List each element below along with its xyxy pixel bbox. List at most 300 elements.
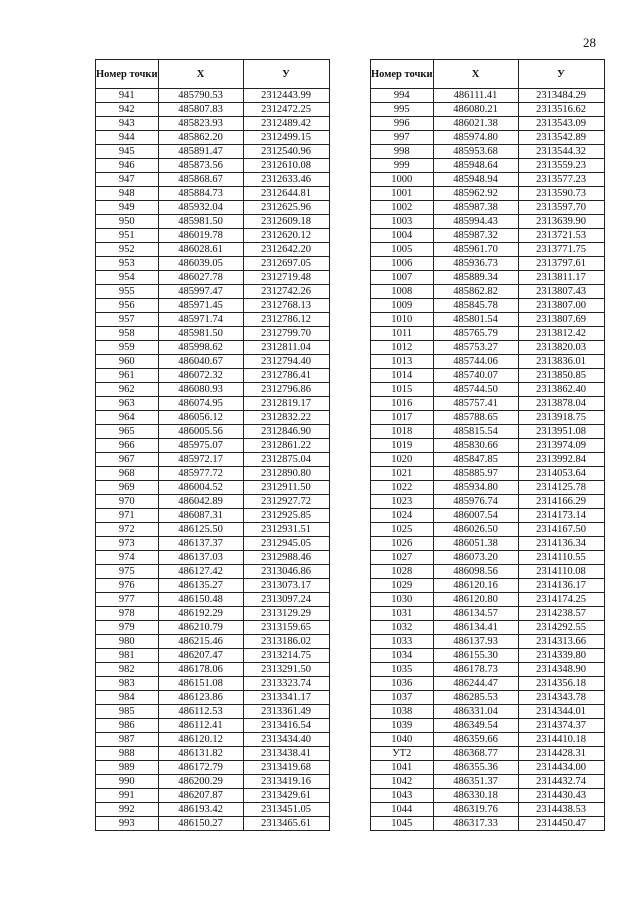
y-coordinate-cell: 2314356.18: [518, 677, 604, 691]
x-coordinate-cell: 485889.34: [433, 271, 518, 285]
table-row: [371, 439, 605, 453]
coordinates-table-left: [95, 59, 330, 831]
point-number-cell: 1016: [371, 397, 434, 411]
table-row: [371, 537, 605, 551]
x-coordinate-cell: 486151.08: [158, 677, 243, 691]
point-number-cell: 948: [96, 187, 159, 201]
x-coordinate-cell: 486244.47: [433, 677, 518, 691]
x-coordinate-cell: 486080.21: [433, 103, 518, 117]
point-number-cell: 945: [96, 145, 159, 159]
y-coordinate-cell: 2314348.90: [518, 663, 604, 677]
x-coordinate-cell: 485974.80: [433, 131, 518, 145]
point-number-cell: 942: [96, 103, 159, 117]
table-row: [96, 453, 330, 467]
point-number-cell: 965: [96, 425, 159, 439]
y-coordinate-cell: 2313073.17: [243, 579, 329, 593]
y-coordinate-cell: 2313918.75: [518, 411, 604, 425]
x-coordinate-cell: 486026.50: [433, 523, 518, 537]
point-number-cell: 982: [96, 663, 159, 677]
point-number-cell: 962: [96, 383, 159, 397]
table-row: [371, 229, 605, 243]
x-coordinate-cell: 486040.67: [158, 355, 243, 369]
x-coordinate-cell: 486351.37: [433, 775, 518, 789]
point-number-cell: 974: [96, 551, 159, 565]
x-coordinate-cell: 486155.30: [433, 649, 518, 663]
table-row: [96, 677, 330, 691]
table-row: [371, 355, 605, 369]
x-coordinate-cell: 486005.56: [158, 425, 243, 439]
x-coordinate-cell: 485948.94: [433, 173, 518, 187]
y-coordinate-cell: 2313465.61: [243, 817, 329, 831]
y-coordinate-cell: 2312499.15: [243, 131, 329, 145]
point-number-cell: 955: [96, 285, 159, 299]
x-coordinate-cell: 485753.27: [433, 341, 518, 355]
table-row: [96, 201, 330, 215]
y-coordinate-cell: 2312945.05: [243, 537, 329, 551]
y-coordinate-cell: 2313429.61: [243, 789, 329, 803]
y-coordinate-cell: 2312620.12: [243, 229, 329, 243]
y-coordinate-cell: 2312443.99: [243, 89, 329, 103]
x-coordinate-cell: 485953.68: [433, 145, 518, 159]
table-row: [96, 761, 330, 775]
point-number-cell: 1017: [371, 411, 434, 425]
x-coordinate-cell: 486134.41: [433, 621, 518, 635]
y-coordinate-cell: 2313361.49: [243, 705, 329, 719]
point-number-cell: 975: [96, 565, 159, 579]
y-coordinate-cell: 2313159.65: [243, 621, 329, 635]
y-coordinate-cell: 2313771.75: [518, 243, 604, 257]
x-coordinate-cell: 485845.78: [433, 299, 518, 313]
table-row: [371, 411, 605, 425]
table-row: [96, 271, 330, 285]
point-number-cell: 976: [96, 579, 159, 593]
table-row: [371, 719, 605, 733]
y-coordinate-cell: 2312644.81: [243, 187, 329, 201]
table-row: [96, 383, 330, 397]
point-number-cell: 947: [96, 173, 159, 187]
point-number-cell: 949: [96, 201, 159, 215]
y-coordinate-cell: 2314428.31: [518, 747, 604, 761]
point-number-cell: 1029: [371, 579, 434, 593]
x-coordinate-cell: 486192.29: [158, 607, 243, 621]
point-number-cell: 952: [96, 243, 159, 257]
x-coordinate-cell: 485862.82: [433, 285, 518, 299]
point-number-cell: 946: [96, 159, 159, 173]
point-number-cell: 968: [96, 467, 159, 481]
y-coordinate-cell: 2313811.17: [518, 271, 604, 285]
y-coordinate-cell: 2314166.29: [518, 495, 604, 509]
y-coordinate-cell: 2312988.46: [243, 551, 329, 565]
x-coordinate-cell: 485998.62: [158, 341, 243, 355]
x-coordinate-cell: 485891.47: [158, 145, 243, 159]
table-row: [96, 285, 330, 299]
table-row: [96, 803, 330, 817]
table-row: [96, 649, 330, 663]
point-number-cell: 1003: [371, 215, 434, 229]
y-coordinate-cell: 2313542.89: [518, 131, 604, 145]
x-coordinate-cell: 486112.41: [158, 719, 243, 733]
y-coordinate-cell: 2312925.85: [243, 509, 329, 523]
table-row: [371, 201, 605, 215]
point-number-cell: 1025: [371, 523, 434, 537]
y-coordinate-cell: 2313451.05: [243, 803, 329, 817]
x-coordinate-cell: 486111.41: [433, 89, 518, 103]
point-number-cell: 1035: [371, 663, 434, 677]
y-coordinate-cell: 2312540.96: [243, 145, 329, 159]
table-row: [371, 117, 605, 131]
table-row: [371, 425, 605, 439]
point-number-cell: 992: [96, 803, 159, 817]
x-coordinate-cell: 485788.65: [433, 411, 518, 425]
x-coordinate-cell: 486207.47: [158, 649, 243, 663]
x-coordinate-cell: 486359.66: [433, 733, 518, 747]
point-number-cell: 1011: [371, 327, 434, 341]
table-row: [371, 565, 605, 579]
x-coordinate-cell: 486028.61: [158, 243, 243, 257]
point-number-cell: 999: [371, 159, 434, 173]
table-row: [96, 341, 330, 355]
table-row: [96, 397, 330, 411]
point-number-cell: 1007: [371, 271, 434, 285]
y-coordinate-cell: 2314053.64: [518, 467, 604, 481]
y-coordinate-cell: 2312799.70: [243, 327, 329, 341]
point-number-cell: 969: [96, 481, 159, 495]
table-row: [371, 327, 605, 341]
table-row: [96, 719, 330, 733]
table-row: [371, 467, 605, 481]
table-row: [371, 607, 605, 621]
y-coordinate-cell: 2312633.46: [243, 173, 329, 187]
point-number-cell: 1006: [371, 257, 434, 271]
point-number-cell: 944: [96, 131, 159, 145]
table-row: [96, 775, 330, 789]
x-coordinate-cell: 486112.53: [158, 705, 243, 719]
x-coordinate-cell: 485997.47: [158, 285, 243, 299]
point-number-cell: 1024: [371, 509, 434, 523]
y-coordinate-cell: 2314434.00: [518, 761, 604, 775]
x-coordinate-cell: 485987.32: [433, 229, 518, 243]
x-coordinate-cell: 486150.48: [158, 593, 243, 607]
x-coordinate-cell: 485932.04: [158, 201, 243, 215]
y-coordinate-cell: 2314136.17: [518, 579, 604, 593]
x-coordinate-cell: 485757.41: [433, 397, 518, 411]
table-row: [371, 89, 605, 103]
x-coordinate-cell: 485981.50: [158, 215, 243, 229]
x-coordinate-cell: 486368.77: [433, 747, 518, 761]
x-coordinate-cell: 486051.38: [433, 537, 518, 551]
point-number-cell: 1001: [371, 187, 434, 201]
y-coordinate-cell: 2312642.20: [243, 243, 329, 257]
y-coordinate-cell: 2314125.78: [518, 481, 604, 495]
point-number-cell: 1000: [371, 173, 434, 187]
point-number-cell: 950: [96, 215, 159, 229]
x-coordinate-cell: 485765.79: [433, 327, 518, 341]
page-number: 28: [583, 35, 596, 50]
y-coordinate-cell: 2313951.08: [518, 425, 604, 439]
y-coordinate-cell: 2312768.13: [243, 299, 329, 313]
x-coordinate-cell: 485801.54: [433, 313, 518, 327]
point-number-cell: 1008: [371, 285, 434, 299]
table-row: [371, 789, 605, 803]
point-number-cell: 1005: [371, 243, 434, 257]
point-number-cell: 956: [96, 299, 159, 313]
y-coordinate-cell: 2313807.69: [518, 313, 604, 327]
x-coordinate-cell: 486215.46: [158, 635, 243, 649]
y-coordinate-cell: 2313590.73: [518, 187, 604, 201]
x-coordinate-cell: 485868.67: [158, 173, 243, 187]
table-row: [96, 523, 330, 537]
y-coordinate-cell: 2314430.43: [518, 789, 604, 803]
x-coordinate-cell: 486172.79: [158, 761, 243, 775]
y-coordinate-cell: 2313419.16: [243, 775, 329, 789]
point-number-cell: 1026: [371, 537, 434, 551]
y-coordinate-cell: 2312489.42: [243, 117, 329, 131]
table-row: [96, 593, 330, 607]
y-coordinate-cell: 2314174.25: [518, 593, 604, 607]
y-coordinate-cell: 2313186.02: [243, 635, 329, 649]
x-coordinate-cell: 485994.43: [433, 215, 518, 229]
y-coordinate-cell: 2314374.37: [518, 719, 604, 733]
point-number-cell: 963: [96, 397, 159, 411]
coordinates-table-right: [370, 59, 605, 831]
y-coordinate-cell: 2313597.70: [518, 201, 604, 215]
x-coordinate-cell: 485790.53: [158, 89, 243, 103]
y-coordinate-cell: 2313992.84: [518, 453, 604, 467]
table-row: [96, 789, 330, 803]
y-coordinate-cell: 2312796.86: [243, 383, 329, 397]
y-coordinate-cell: 2314344.01: [518, 705, 604, 719]
x-coordinate-cell: 486127.42: [158, 565, 243, 579]
point-number-cell: 1032: [371, 621, 434, 635]
x-coordinate-cell: 486027.78: [158, 271, 243, 285]
y-coordinate-cell: 2312786.12: [243, 313, 329, 327]
y-coordinate-cell: 2314110.55: [518, 551, 604, 565]
table-row: [371, 257, 605, 271]
x-coordinate-cell: 486137.93: [433, 635, 518, 649]
point-number-cell: 1009: [371, 299, 434, 313]
y-coordinate-cell: 2313820.03: [518, 341, 604, 355]
x-coordinate-cell: 486039.05: [158, 257, 243, 271]
point-number-cell: 943: [96, 117, 159, 131]
x-coordinate-cell: 485971.45: [158, 299, 243, 313]
point-number-cell: 984: [96, 691, 159, 705]
table-row: [371, 677, 605, 691]
y-coordinate-cell: 2313862.40: [518, 383, 604, 397]
x-coordinate-cell: 485823.93: [158, 117, 243, 131]
y-coordinate-cell: 2312931.51: [243, 523, 329, 537]
x-coordinate-cell: 486319.76: [433, 803, 518, 817]
table-row: [96, 467, 330, 481]
y-coordinate-cell: 2314450.47: [518, 817, 604, 831]
table-row: [96, 733, 330, 747]
table-row: [371, 397, 605, 411]
point-number-cell: 981: [96, 649, 159, 663]
y-coordinate-cell: 2313291.50: [243, 663, 329, 677]
table-row: [371, 775, 605, 789]
x-coordinate-cell: 485987.38: [433, 201, 518, 215]
table-row: [96, 425, 330, 439]
header-point-number: Номер точки: [371, 60, 434, 89]
y-coordinate-cell: 2313850.85: [518, 369, 604, 383]
point-number-cell: 1013: [371, 355, 434, 369]
y-coordinate-cell: 2313544.32: [518, 145, 604, 159]
point-number-cell: 960: [96, 355, 159, 369]
y-coordinate-cell: 2313046.86: [243, 565, 329, 579]
y-coordinate-cell: 2313836.01: [518, 355, 604, 369]
table-row: [371, 621, 605, 635]
x-coordinate-cell: 486098.56: [433, 565, 518, 579]
table-row: [96, 89, 330, 103]
table-row: [96, 551, 330, 565]
y-coordinate-cell: 2313812.42: [518, 327, 604, 341]
table-row: [96, 243, 330, 257]
point-number-cell: 973: [96, 537, 159, 551]
y-coordinate-cell: 2314173.14: [518, 509, 604, 523]
point-number-cell: 977: [96, 593, 159, 607]
y-coordinate-cell: 2314136.34: [518, 537, 604, 551]
table-row: [96, 257, 330, 271]
point-number-cell: 1021: [371, 467, 434, 481]
x-coordinate-cell: 486135.27: [158, 579, 243, 593]
table-row: [371, 341, 605, 355]
y-coordinate-cell: 2314438.53: [518, 803, 604, 817]
x-coordinate-cell: 485885.97: [433, 467, 518, 481]
point-number-cell: 1040: [371, 733, 434, 747]
point-number-cell: 1018: [371, 425, 434, 439]
point-number-cell: 1034: [371, 649, 434, 663]
point-number-cell: 989: [96, 761, 159, 775]
x-coordinate-cell: 485744.06: [433, 355, 518, 369]
x-coordinate-cell: 485962.92: [433, 187, 518, 201]
table-row: [371, 271, 605, 285]
x-coordinate-cell: 486073.20: [433, 551, 518, 565]
x-coordinate-cell: 485977.72: [158, 467, 243, 481]
y-coordinate-cell: 2314238.57: [518, 607, 604, 621]
y-coordinate-cell: 2312911.50: [243, 481, 329, 495]
y-coordinate-cell: 2312846.90: [243, 425, 329, 439]
table-row: [371, 383, 605, 397]
table-row: [96, 299, 330, 313]
y-coordinate-cell: 2314292.55: [518, 621, 604, 635]
point-number-cell: 980: [96, 635, 159, 649]
point-number-cell: 1039: [371, 719, 434, 733]
table-row: [371, 215, 605, 229]
table-row: [371, 495, 605, 509]
point-number-cell: 1041: [371, 761, 434, 775]
x-coordinate-cell: 485975.07: [158, 439, 243, 453]
header-x: X: [433, 60, 518, 89]
table-row: [371, 103, 605, 117]
table-row: [96, 607, 330, 621]
point-number-cell: 1010: [371, 313, 434, 327]
point-number-cell: 941: [96, 89, 159, 103]
x-coordinate-cell: 485815.54: [433, 425, 518, 439]
y-coordinate-cell: 2313721.53: [518, 229, 604, 243]
table-row: [96, 327, 330, 341]
y-coordinate-cell: 2312719.48: [243, 271, 329, 285]
point-number-cell: 1043: [371, 789, 434, 803]
table-row: [96, 537, 330, 551]
x-coordinate-cell: 486007.54: [433, 509, 518, 523]
point-number-cell: 954: [96, 271, 159, 285]
table-row: [96, 187, 330, 201]
table-row: [371, 313, 605, 327]
x-coordinate-cell: 486150.27: [158, 817, 243, 831]
point-number-cell: 986: [96, 719, 159, 733]
y-coordinate-cell: 2312927.72: [243, 495, 329, 509]
point-number-cell: 990: [96, 775, 159, 789]
point-number-cell: 979: [96, 621, 159, 635]
point-number-cell: 959: [96, 341, 159, 355]
x-coordinate-cell: 486178.73: [433, 663, 518, 677]
table-header-row: [371, 60, 605, 89]
point-number-cell: 970: [96, 495, 159, 509]
x-coordinate-cell: 486120.80: [433, 593, 518, 607]
table-row: [371, 705, 605, 719]
point-number-cell: 1004: [371, 229, 434, 243]
point-number-cell: 1033: [371, 635, 434, 649]
x-coordinate-cell: 486200.29: [158, 775, 243, 789]
point-number-cell: 991: [96, 789, 159, 803]
x-coordinate-cell: 485862.20: [158, 131, 243, 145]
table-row: [96, 215, 330, 229]
x-coordinate-cell: 486285.53: [433, 691, 518, 705]
y-coordinate-cell: 2312697.05: [243, 257, 329, 271]
table-row: [371, 747, 605, 761]
x-coordinate-cell: 486178.06: [158, 663, 243, 677]
table-row: [371, 579, 605, 593]
x-coordinate-cell: 485884.73: [158, 187, 243, 201]
y-coordinate-cell: 2312625.96: [243, 201, 329, 215]
y-coordinate-cell: 2313323.74: [243, 677, 329, 691]
point-number-cell: 953: [96, 257, 159, 271]
y-coordinate-cell: 2312819.17: [243, 397, 329, 411]
point-number-cell: 1031: [371, 607, 434, 621]
point-number-cell: 1036: [371, 677, 434, 691]
y-coordinate-cell: 2313434.40: [243, 733, 329, 747]
y-coordinate-cell: 2313416.54: [243, 719, 329, 733]
table-row: [96, 509, 330, 523]
y-coordinate-cell: 2313878.04: [518, 397, 604, 411]
x-coordinate-cell: 486019.78: [158, 229, 243, 243]
y-coordinate-cell: 2314313.66: [518, 635, 604, 649]
y-coordinate-cell: 2314339.80: [518, 649, 604, 663]
point-number-cell: 1019: [371, 439, 434, 453]
table-row: [371, 523, 605, 537]
point-number-cell: 983: [96, 677, 159, 691]
y-coordinate-cell: 2314110.08: [518, 565, 604, 579]
point-number-cell: 1038: [371, 705, 434, 719]
point-number-cell: 998: [371, 145, 434, 159]
x-coordinate-cell: 486080.93: [158, 383, 243, 397]
table-row: [96, 131, 330, 145]
x-coordinate-cell: 485740.07: [433, 369, 518, 383]
point-number-cell: 994: [371, 89, 434, 103]
table-row: [371, 691, 605, 705]
header-y: У: [243, 60, 329, 89]
y-coordinate-cell: 2313797.61: [518, 257, 604, 271]
table-header-row: [96, 60, 330, 89]
table-row: [96, 705, 330, 719]
x-coordinate-cell: 486072.32: [158, 369, 243, 383]
table-row: [96, 495, 330, 509]
point-number-cell: 1014: [371, 369, 434, 383]
table-row: [371, 369, 605, 383]
table-row: [371, 509, 605, 523]
table-row: [96, 229, 330, 243]
point-number-cell: 1037: [371, 691, 434, 705]
point-number-cell: 1044: [371, 803, 434, 817]
